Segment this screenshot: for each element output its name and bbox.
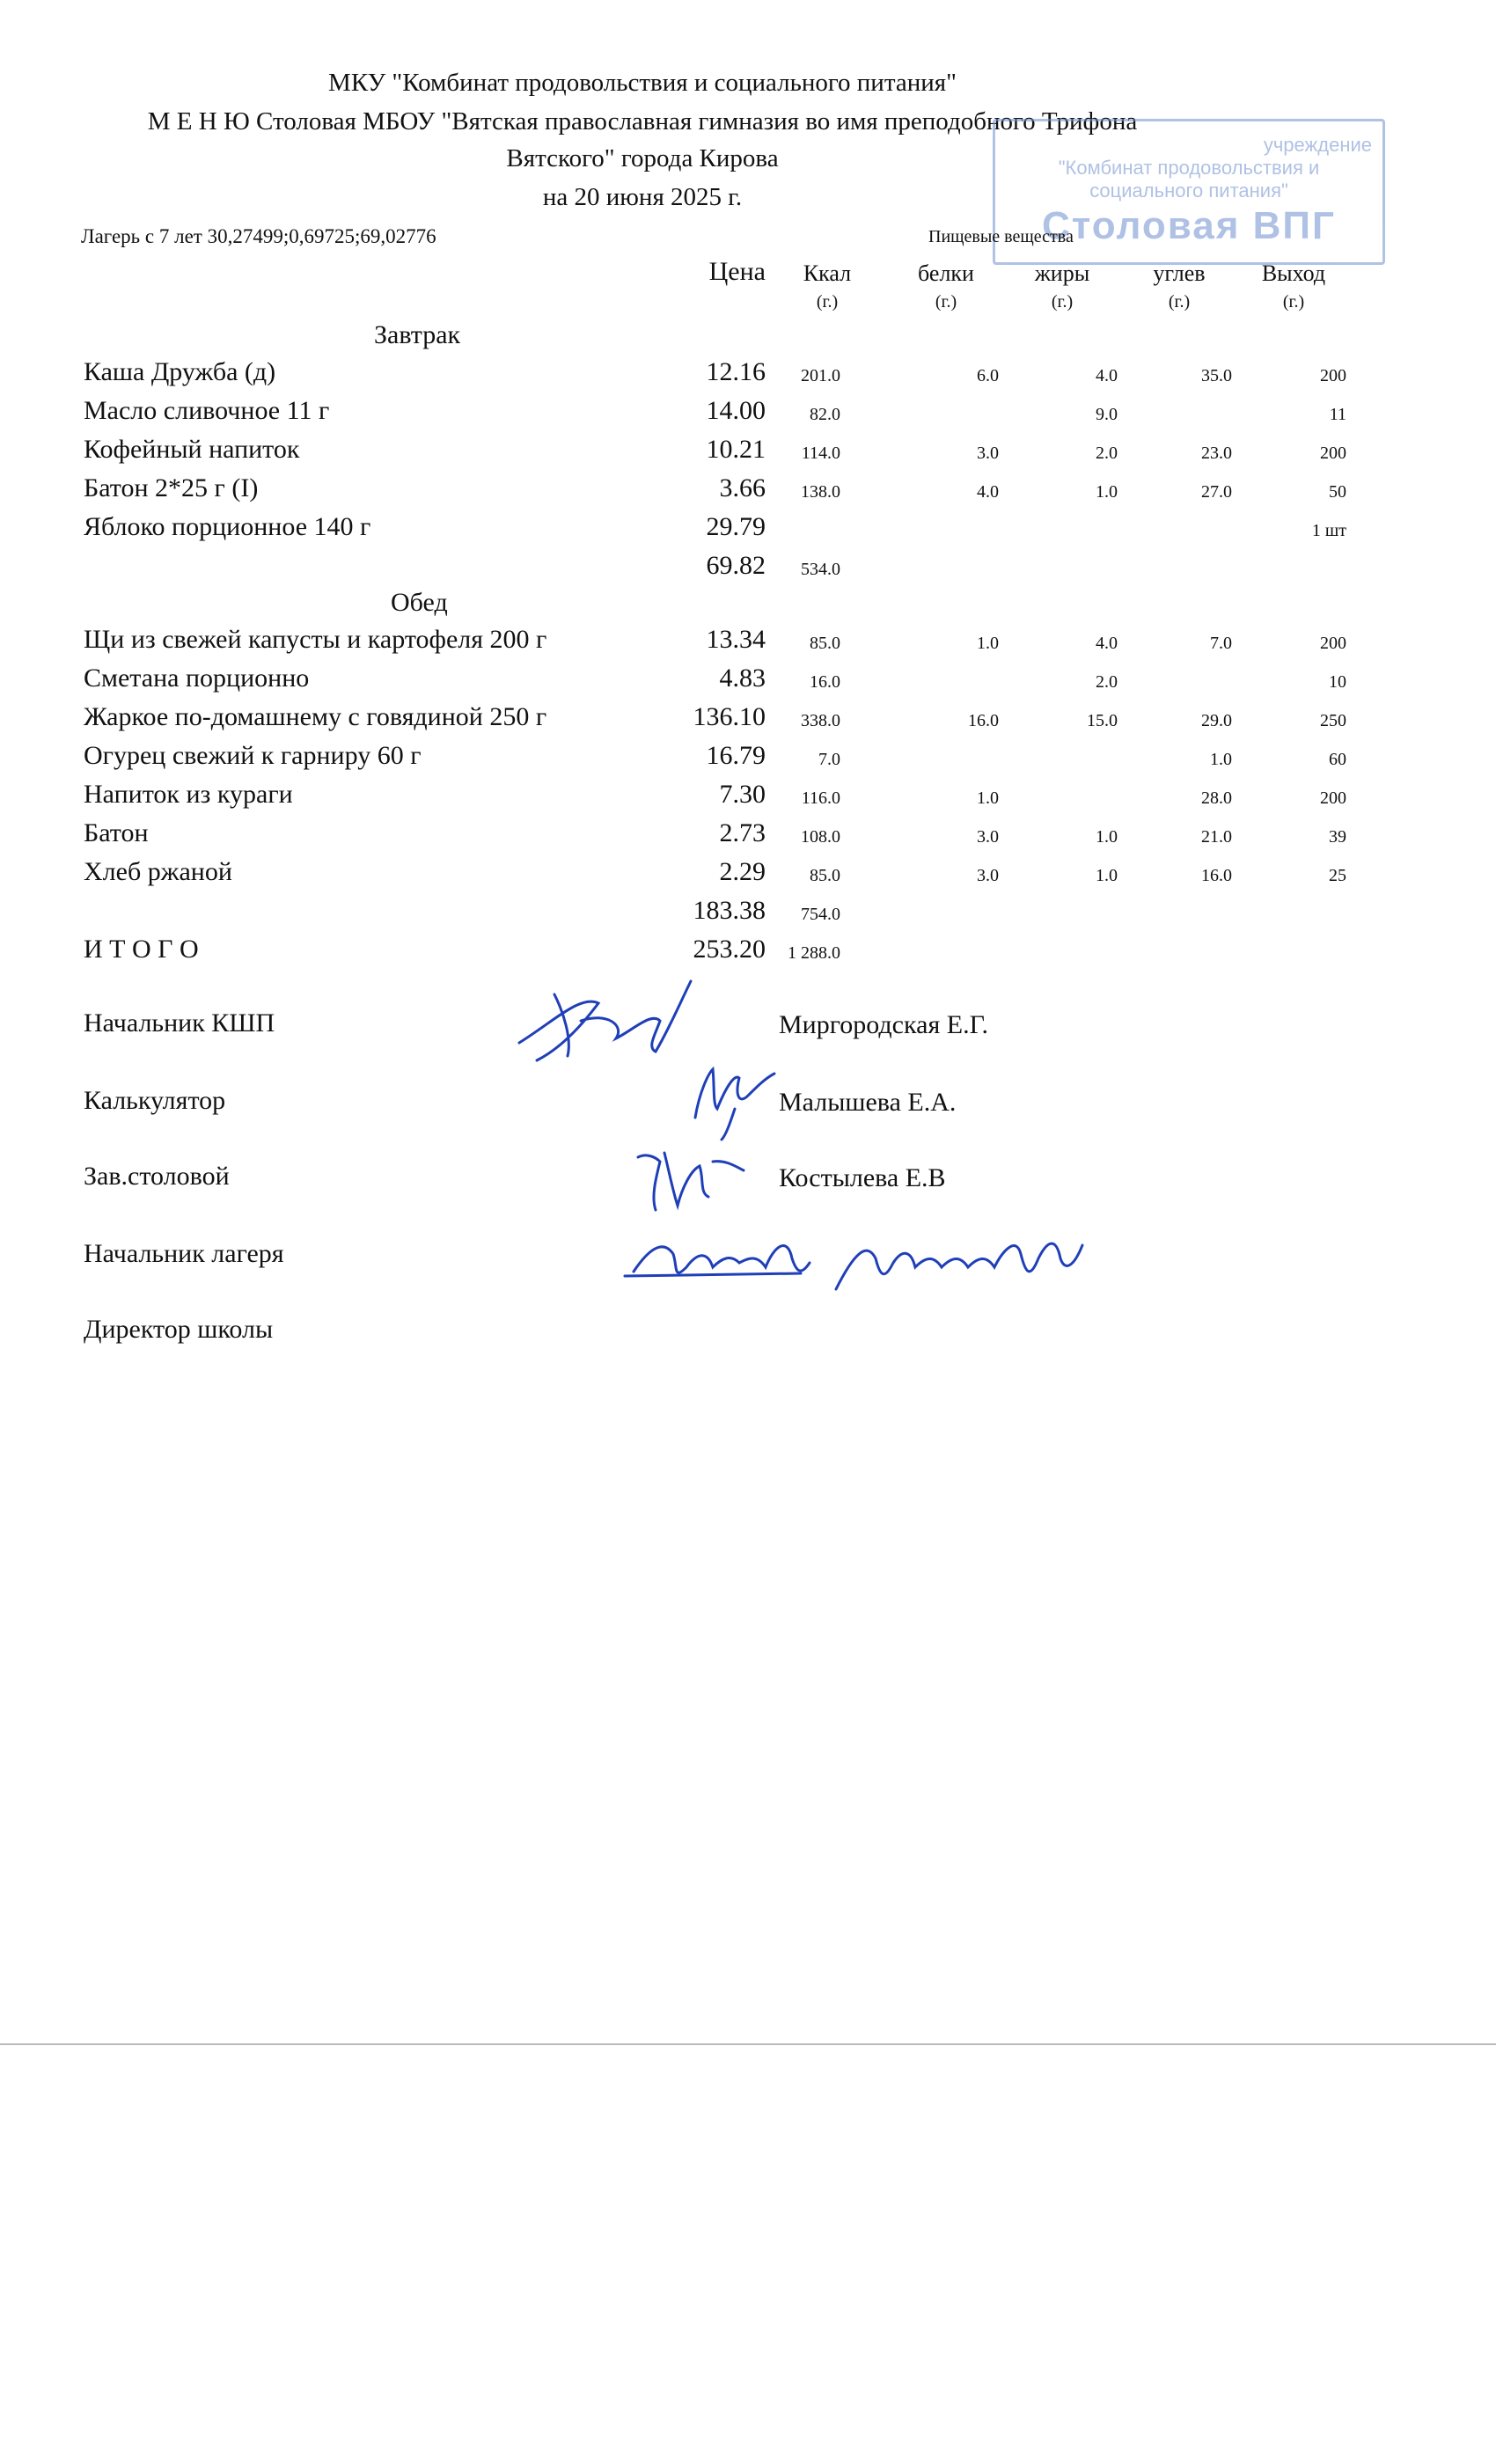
signature-role: Зав.столовой (84, 1162, 230, 1191)
breakfast-title: Завтрак (374, 320, 461, 349)
table-row (0, 625, 1496, 660)
table-row (0, 664, 1496, 699)
table-row (0, 818, 1496, 854)
lunch-title: Обед (391, 588, 448, 617)
dish-carbs: 28.0 (1201, 788, 1232, 808)
dish-output: 50 (1329, 482, 1346, 502)
dish-price: 13.34 (706, 625, 766, 654)
dish-name: Кофейный напиток (84, 435, 300, 464)
dish-output: 200 (1320, 634, 1346, 653)
stamp-line-1: учреждение (1263, 134, 1372, 156)
breakfast-subtotal-kcal: 534.0 (801, 560, 840, 579)
breakfast-subtotal-row (0, 551, 1496, 586)
total-label: И Т О Г О (84, 935, 199, 964)
signature-name: Костылева Е.В (779, 1163, 946, 1192)
col-output-unit: (г.) (1282, 292, 1305, 312)
dish-fat: 9.0 (1096, 405, 1118, 424)
col-kcal-unit: (г.) (816, 292, 839, 312)
org-title: МКУ "Комбинат продовольствия и социального питания" (328, 69, 957, 97)
dish-name: Хлеб ржаной (84, 857, 232, 886)
dish-carbs: 23.0 (1201, 444, 1232, 463)
dish-kcal: 7.0 (818, 750, 840, 769)
dish-protein: 1.0 (977, 634, 999, 653)
dish-fat: 1.0 (1096, 866, 1118, 885)
dish-price: 136.10 (693, 702, 766, 731)
dish-kcal: 85.0 (810, 866, 840, 885)
dish-price: 4.83 (719, 664, 766, 693)
table-row (0, 357, 1496, 392)
menu-title: М Е Н Ю Столовая МБОУ "Вятская православная гимназия во имя преподобного Трифона (147, 107, 1138, 136)
dish-protein: 1.0 (977, 788, 999, 808)
dish-name: Масло сливочное 11 г (84, 396, 330, 425)
stamp-line-4: Столовая ВПГ (1042, 204, 1336, 247)
total-price: 253.20 (693, 935, 766, 964)
dish-kcal: 16.0 (810, 672, 840, 692)
col-fat-label: жиры (1034, 260, 1090, 286)
dish-price: 7.30 (719, 780, 766, 809)
lunch-subtotal-row (0, 896, 1496, 931)
dish-output: 200 (1320, 366, 1346, 385)
dish-price: 14.00 (706, 396, 766, 425)
signature-role: Начальник лагеря (84, 1239, 284, 1268)
dish-protein: 16.0 (968, 711, 999, 730)
dish-name: Жаркое по-домашнему с говядиной 250 г (84, 702, 547, 731)
lunch-subtotal-price: 183.38 (693, 896, 766, 925)
lunch-subtotal-kcal: 754.0 (801, 905, 840, 924)
scan-edge-line (0, 2043, 1496, 2045)
dish-kcal: 108.0 (801, 827, 840, 847)
col-output-label: Выход (1261, 260, 1326, 286)
table-row (0, 435, 1496, 470)
signature-role: Начальник КШП (84, 1008, 275, 1038)
dish-name: Огурец свежий к гарниру 60 г (84, 741, 422, 770)
dish-output: 11 (1329, 405, 1346, 424)
dish-protein: 3.0 (977, 827, 999, 847)
signature-role: Директор школы (84, 1315, 274, 1344)
dish-fat: 1.0 (1096, 482, 1118, 502)
dish-output: 60 (1329, 750, 1346, 769)
dish-carbs: 16.0 (1201, 866, 1232, 885)
table-row (0, 857, 1496, 892)
signature-canteen-head (629, 1135, 761, 1223)
signature-kshp (502, 959, 704, 1074)
dish-price: 3.66 (719, 473, 766, 502)
signature-role: Калькулятор (84, 1086, 226, 1115)
dish-carbs: 1.0 (1210, 750, 1232, 769)
col-protein-unit: (г.) (935, 292, 957, 312)
dish-protein: 3.0 (977, 866, 999, 885)
dish-output: 39 (1329, 827, 1346, 847)
dish-kcal: 85.0 (810, 634, 840, 653)
dish-name: Батон (84, 818, 149, 847)
col-fat-header (1014, 260, 1111, 312)
signature-name: Малышева Е.А. (779, 1088, 957, 1117)
dish-output: 250 (1320, 711, 1346, 730)
dish-protein: 3.0 (977, 444, 999, 463)
col-price-header: Цена (708, 257, 766, 286)
dish-price: 29.79 (706, 512, 766, 541)
dish-price: 12.16 (706, 357, 766, 386)
dish-fat: 2.0 (1096, 444, 1118, 463)
dish-kcal: 82.0 (810, 405, 840, 424)
dish-price: 16.79 (706, 741, 766, 770)
col-carbs-label: углев (1153, 260, 1206, 286)
stamp-line-3: социального питания" (1089, 180, 1288, 202)
dish-fat: 15.0 (1087, 711, 1118, 730)
dish-name: Щи из свежей капусты и картофеля 200 г (84, 625, 547, 654)
dish-output: 10 (1329, 672, 1346, 692)
col-kcal-header (779, 260, 876, 312)
date-line: на 20 июня 2025 г. (542, 183, 743, 211)
dish-protein: 6.0 (977, 366, 999, 385)
total-kcal: 1 288.0 (788, 943, 840, 963)
dish-kcal: 338.0 (801, 711, 840, 730)
dish-name: Напиток из кураги (84, 780, 293, 809)
stamp-line-2: "Комбинат продовольствия и (1058, 157, 1320, 179)
dish-kcal: 138.0 (801, 482, 840, 502)
table-row (0, 702, 1496, 737)
col-fat-unit: (г.) (1051, 292, 1074, 312)
col-carbs-unit: (г.) (1168, 292, 1191, 312)
dish-output: 25 (1329, 866, 1346, 885)
table-row (0, 396, 1496, 431)
dish-output: 1 шт (1311, 521, 1346, 540)
dish-carbs: 29.0 (1201, 711, 1232, 730)
total-row (0, 935, 1496, 970)
signature-camp-head (625, 1219, 1118, 1316)
dish-fat: 2.0 (1096, 672, 1118, 692)
table-row (0, 512, 1496, 547)
table-row (0, 741, 1496, 776)
breakfast-subtotal-price: 69.82 (706, 551, 766, 580)
dish-kcal: 201.0 (801, 366, 840, 385)
table-row (0, 473, 1496, 509)
col-protein-label: белки (918, 260, 974, 286)
col-output-header (1245, 260, 1342, 312)
dish-kcal: 114.0 (801, 444, 840, 463)
dish-name: Яблоко порционное 140 г (84, 512, 371, 541)
camp-line: Лагерь с 7 лет 30,27499;0,69725;69,02776 (81, 225, 436, 247)
dish-name: Батон 2*25 г (I) (84, 473, 259, 502)
dish-carbs: 27.0 (1201, 482, 1232, 502)
col-kcal-label: Ккал (803, 260, 852, 286)
dish-fat: 1.0 (1096, 827, 1118, 847)
col-protein-header (898, 260, 994, 312)
city-line: Вятского" города Кирова (506, 144, 779, 172)
signature-calculator (686, 1056, 783, 1144)
col-carbs-header (1131, 260, 1228, 312)
dish-price: 2.73 (719, 818, 766, 847)
dish-carbs: 35.0 (1201, 366, 1232, 385)
dish-name: Сметана порционно (84, 664, 310, 693)
signature-name: Миргородская Е.Г. (779, 1010, 989, 1039)
dish-price: 2.29 (719, 857, 766, 886)
table-row (0, 780, 1496, 815)
dish-output: 200 (1320, 788, 1346, 808)
dish-kcal: 116.0 (801, 788, 840, 808)
dish-price: 10.21 (706, 435, 766, 464)
dish-name: Каша Дружба (д) (84, 357, 276, 386)
nutrients-caption: Пищевые вещества (928, 227, 1074, 246)
dish-protein: 4.0 (977, 482, 999, 502)
dish-carbs: 21.0 (1201, 827, 1232, 847)
dish-fat: 4.0 (1096, 634, 1118, 653)
dish-output: 200 (1320, 444, 1346, 463)
dish-carbs: 7.0 (1210, 634, 1232, 653)
dish-fat: 4.0 (1096, 366, 1118, 385)
